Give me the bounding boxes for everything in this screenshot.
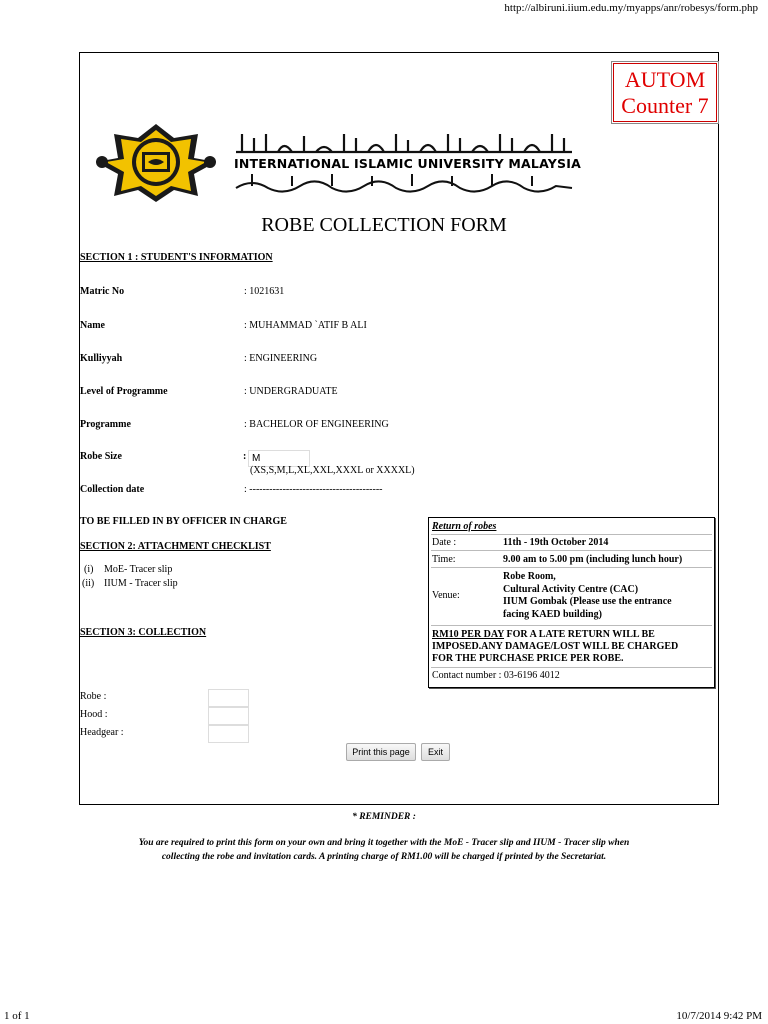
matric-label: Matric No [80, 286, 125, 297]
page-count: 1 of 1 [4, 1010, 30, 1022]
robe-size-colon: : [243, 451, 247, 462]
divider [431, 567, 712, 568]
headgear-collect-label: Headgear : [80, 727, 124, 738]
divider [431, 667, 712, 668]
reminder-line2: collecting the robe and invitation cards. A printing charge of RM1.00 will be charged if printed by the Secretariat. [161, 852, 607, 862]
university-logo [82, 120, 230, 204]
hood-collect-label: Hood : [80, 709, 108, 720]
late-return-warning [432, 629, 678, 665]
page-url: http://albiruni.iium.edu.my/myapps/anr/robesys/form.php [504, 2, 758, 14]
venue-line: IIUM Gombak (Please use the entrance [503, 596, 672, 607]
jawi-name-calligraphy [232, 170, 576, 196]
warning-line3: FOR THE PURCHASE PRICE PER ROBE. [432, 653, 624, 664]
programme-value: : BACHELOR OF ENGINEERING [244, 419, 389, 430]
robe-collect-label: Robe : [80, 691, 107, 702]
robe-collect-field[interactable] [208, 689, 249, 707]
checklist-num-1: (i) [84, 564, 94, 575]
kulliyyah-label: Kulliyyah [80, 353, 123, 364]
contact-number: Contact number : 03-6196 4012 [432, 670, 560, 681]
hood-collect-field[interactable] [208, 707, 249, 725]
reminder-title: * REMINDER : [352, 812, 416, 822]
headgear-collect-field[interactable] [208, 725, 249, 743]
return-date-value: 11th - 19th October 2014 [503, 537, 609, 548]
kulliyyah-value: : ENGINEERING [244, 353, 318, 364]
return-title: Return of robes [432, 521, 497, 532]
badge-line1: AUTOM [624, 67, 706, 92]
matric-value: : 1021631 [244, 286, 285, 297]
return-venue-label: Venue: [432, 590, 460, 601]
return-venue-value [503, 571, 672, 621]
print-timestamp: 10/7/2014 9:42 PM [676, 1010, 762, 1022]
return-time-label: Time: [432, 554, 456, 565]
warning-fee: RM10 PER DAY [432, 629, 505, 640]
arabic-name-calligraphy [232, 130, 576, 156]
divider [431, 550, 712, 551]
warning-line1: FOR A LATE RETURN WILL BE [504, 629, 655, 640]
collection-date-label: Collection date [80, 484, 145, 495]
return-of-robes-box [428, 517, 715, 688]
officer-note: TO BE FILLED IN BY OFFICER IN CHARGE [80, 516, 287, 527]
divider [431, 534, 712, 535]
counter-badge [613, 63, 717, 122]
venue-line: Cultural Activity Centre (CAC) [503, 583, 639, 595]
level-label: Level of Programme [80, 386, 168, 397]
programme-label: Programme [80, 419, 131, 430]
robe-size-hint: (XS,S,M,L,XL,XXL,XXXL or XXXXL) [250, 465, 415, 476]
reminder-note [90, 836, 678, 864]
checklist-item-moe: MoE- Tracer slip [104, 564, 173, 575]
checklist-num-2: (ii) [82, 578, 95, 589]
checklist-item-iium: IIUM - Tracer slip [104, 578, 178, 589]
form-title: ROBE COLLECTION FORM [261, 214, 507, 236]
venue-line: facing KAED building) [503, 608, 602, 620]
level-value: : UNDERGRADUATE [244, 386, 338, 397]
name-label: Name [80, 320, 105, 331]
badge-line2: Counter 7 [621, 93, 709, 118]
crest-icon [96, 124, 216, 202]
divider [431, 625, 712, 626]
name-value: : MUHAMMAD `ATIF B ALI [244, 320, 367, 331]
robe-size-input[interactable]: M [248, 450, 310, 467]
return-time-value: 9.00 am to 5.00 pm (including lunch hour) [503, 554, 683, 565]
university-name: INTERNATIONAL ISLAMIC UNIVERSITY MALAYSIA [234, 156, 581, 171]
section1-heading: SECTION 1 : STUDENT'S INFORMATION [80, 252, 273, 263]
exit-button[interactable]: Exit [421, 743, 450, 761]
warning-line2: IMPOSED.ANY DAMAGE/LOST WILL BE CHARGED [432, 641, 679, 652]
section2-heading: SECTION 2: ATTACHMENT CHECKLIST [80, 541, 271, 552]
reminder-line1: You are required to print this form on your own and bring it together with the MoE - Tracer slip and IIUM - Tracer slip when [138, 838, 630, 848]
venue-line: Robe Room, [503, 571, 556, 582]
robe-size-label: Robe Size [80, 451, 122, 462]
return-date-label: Date : [432, 537, 457, 548]
collection-date-value: : ---------------------------------------- [244, 484, 383, 495]
section3-heading: SECTION 3: COLLECTION [80, 627, 207, 638]
print-button[interactable]: Print this page [346, 743, 416, 761]
